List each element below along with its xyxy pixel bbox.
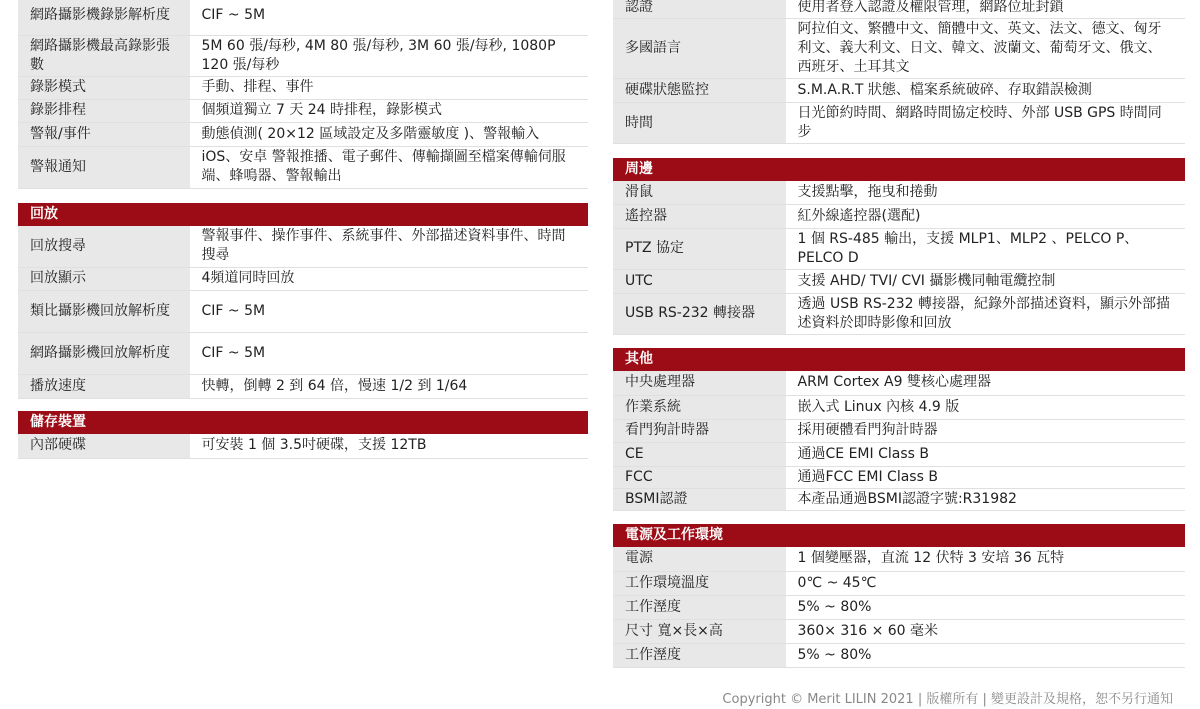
spec-value: 0℃ ~ 45℃: [785, 571, 1185, 595]
section-title: 電源及工作環境: [613, 524, 1185, 547]
spec-value: 阿拉伯文、繁體中文、簡體中文、英文、法文、德文、匈牙利文、義大利文、日文、韓文、波蘭文、葡萄牙文、俄文、西班牙、土耳其文: [785, 19, 1185, 79]
spec-label: 看門狗計時器: [613, 419, 785, 442]
spec-label: 警報通知: [18, 146, 189, 188]
spec-row: [613, 19, 1185, 79]
spec-value: CIF ~ 5M: [189, 290, 588, 332]
spec-row: [18, 434, 588, 458]
spec-row: [613, 595, 1185, 619]
spec-row: [613, 643, 1185, 667]
spec-label: 時間: [613, 103, 785, 144]
spec-label: 錄影排程: [18, 99, 189, 122]
spec-row: [613, 442, 1185, 466]
spec-label: 硬碟狀態監控: [613, 79, 785, 103]
spec-value: 5M 60 張/每秒, 4M 80 張/每秒, 3M 60 張/每秒, 1080P 120 張/每秒: [189, 35, 588, 76]
spec-value: 本產品通過BSMI認證字號:R31982: [785, 488, 1185, 510]
spec-value: 支援 AHD/ TVI/ CVI 攝影機同軸電纜控制: [785, 269, 1185, 293]
spec-value: 360× 316 × 60 毫米: [785, 619, 1185, 643]
spec-value: 採用硬體看門狗計時器: [785, 419, 1185, 442]
spec-table: [18, 0, 588, 189]
spec-row: [613, 371, 1185, 395]
spec-row: [613, 228, 1185, 269]
section-title: 其他: [613, 348, 1185, 371]
spec-section: [613, 524, 1185, 668]
spec-label: 多國語言: [613, 19, 785, 79]
spec-label: 工作環境溫度: [613, 571, 785, 595]
spec-value: 動態偵測( 20×12 區域設定及多階靈敏度 )、警報輸入: [189, 122, 588, 146]
section-title: 儲存裝置: [18, 411, 588, 434]
spec-label: 作業系統: [613, 395, 785, 419]
spec-row: [613, 103, 1185, 144]
spec-label: 網路攝影機錄影解析度: [18, 0, 189, 35]
spec-label: 回放搜尋: [18, 226, 189, 267]
spec-value: 個頻道獨立 7 天 24 時排程，錄影模式: [189, 99, 588, 122]
spec-label: 中央處理器: [613, 371, 785, 395]
spec-row: [18, 267, 588, 290]
spec-label: PTZ 協定: [613, 228, 785, 269]
spec-row: [18, 332, 588, 374]
spec-value: 可安裝 1 個 3.5吋硬碟，支援 12TB: [189, 434, 588, 458]
spec-row: [613, 204, 1185, 228]
spec-row: [18, 290, 588, 332]
spec-label: 類比攝影機回放解析度: [18, 290, 189, 332]
spec-label: USB RS-232 轉接器: [613, 293, 785, 334]
spec-label: 播放速度: [18, 374, 189, 398]
spec-row: [613, 293, 1185, 334]
spec-value: 4頻道同時回放: [189, 267, 588, 290]
spec-table: [613, 181, 1185, 335]
spec-label: 回放顯示: [18, 267, 189, 290]
spec-label: 滑鼠: [613, 181, 785, 204]
spec-table: [613, 547, 1185, 668]
spec-value: 紅外線遙控器(選配): [785, 204, 1185, 228]
spec-row: [613, 395, 1185, 419]
spec-row: [613, 269, 1185, 293]
spec-value: 通過CE EMI Class B: [785, 442, 1185, 466]
spec-label: 尺寸 寬×長×高: [613, 619, 785, 643]
spec-value: CIF ~ 5M: [189, 332, 588, 374]
spec-value: 通過FCC EMI Class B: [785, 466, 1185, 488]
spec-value: 手動、排程、事件: [189, 76, 588, 99]
spec-value: 嵌入式 Linux 內核 4.9 版: [785, 395, 1185, 419]
spec-row: [613, 466, 1185, 488]
spec-section: [18, 411, 588, 459]
spec-table: [18, 226, 588, 399]
spec-value: S.M.A.R.T 狀態、檔案系統破碎、存取錯誤檢測: [785, 79, 1185, 103]
spec-value: 1 個變壓器，直流 12 伏特 3 安培 36 瓦特: [785, 547, 1185, 571]
spec-row: [18, 0, 588, 35]
spec-label: FCC: [613, 466, 785, 488]
section-title: 回放: [18, 203, 588, 226]
spec-value: ARM Cortex A9 雙核心處理器: [785, 371, 1185, 395]
spec-row: [18, 374, 588, 398]
spec-row: [613, 79, 1185, 103]
spec-value: 5% ~ 80%: [785, 643, 1185, 667]
spec-section: [613, 0, 1185, 144]
spec-table: [18, 434, 588, 459]
spec-value: 透過 USB RS-232 轉接器，紀錄外部描述資料，顯示外部描述資料於即時影像和回放: [785, 293, 1185, 334]
section-title: 周邊: [613, 158, 1185, 181]
spec-label: 錄影模式: [18, 76, 189, 99]
spec-label: 電源: [613, 547, 785, 571]
spec-label: 警報/事件: [18, 122, 189, 146]
spec-row: [18, 35, 588, 76]
spec-label: 網路攝影機最高錄影張數: [18, 35, 189, 76]
spec-value: CIF ~ 5M: [189, 0, 588, 35]
spec-value: 警報事件、操作事件、系統事件、外部描述資料事件、時間搜尋: [189, 226, 588, 267]
spec-value: 支援點擊，拖曳和捲動: [785, 181, 1185, 204]
spec-row: [18, 122, 588, 146]
spec-row: [18, 76, 588, 99]
copyright-footer: Copyright © Merit LILIN 2021 | 版權所有 | 變更設計及規格，恕不另行通知: [722, 692, 1173, 707]
spec-label: BSMI認證: [613, 488, 785, 510]
spec-label: CE: [613, 442, 785, 466]
spec-value: 5% ~ 80%: [785, 595, 1185, 619]
spec-row: [613, 419, 1185, 442]
spec-row: [18, 99, 588, 122]
spec-table: [613, 371, 1185, 511]
spec-row: [613, 0, 1185, 19]
spec-label: 工作溼度: [613, 595, 785, 619]
spec-label: 認證: [613, 0, 785, 19]
spec-label: 遙控器: [613, 204, 785, 228]
spec-table: [613, 0, 1185, 144]
spec-value: 1 個 RS-485 輸出，支援 MLP1、MLP2 、PELCO P、PELCO D: [785, 228, 1185, 269]
spec-row: [613, 547, 1185, 571]
spec-section: [18, 0, 588, 189]
spec-row: [613, 571, 1185, 595]
spec-label: 工作溼度: [613, 643, 785, 667]
spec-row: [613, 619, 1185, 643]
spec-value: iOS、安卓 警報推播、電子郵件、傳輸擷圖至檔案傳輸伺服端、蜂鳴器、警報輸出: [189, 146, 588, 188]
spec-value: 日光節約時間、網路時間協定校時、外部 USB GPS 時間同步: [785, 103, 1185, 144]
spec-label: 網路攝影機回放解析度: [18, 332, 189, 374]
spec-label: UTC: [613, 269, 785, 293]
spec-label: 內部硬碟: [18, 434, 189, 458]
spec-section: [613, 158, 1185, 335]
spec-value: 使用者登入認證及權限管理，網路位址封鎖: [785, 0, 1185, 19]
spec-row: [613, 488, 1185, 510]
spec-row: [613, 181, 1185, 204]
spec-row: [18, 226, 588, 267]
spec-section: [613, 348, 1185, 511]
spec-value: 快轉，倒轉 2 到 64 倍，慢速 1/2 到 1/64: [189, 374, 588, 398]
spec-row: [18, 146, 588, 188]
spec-section: [18, 203, 588, 399]
